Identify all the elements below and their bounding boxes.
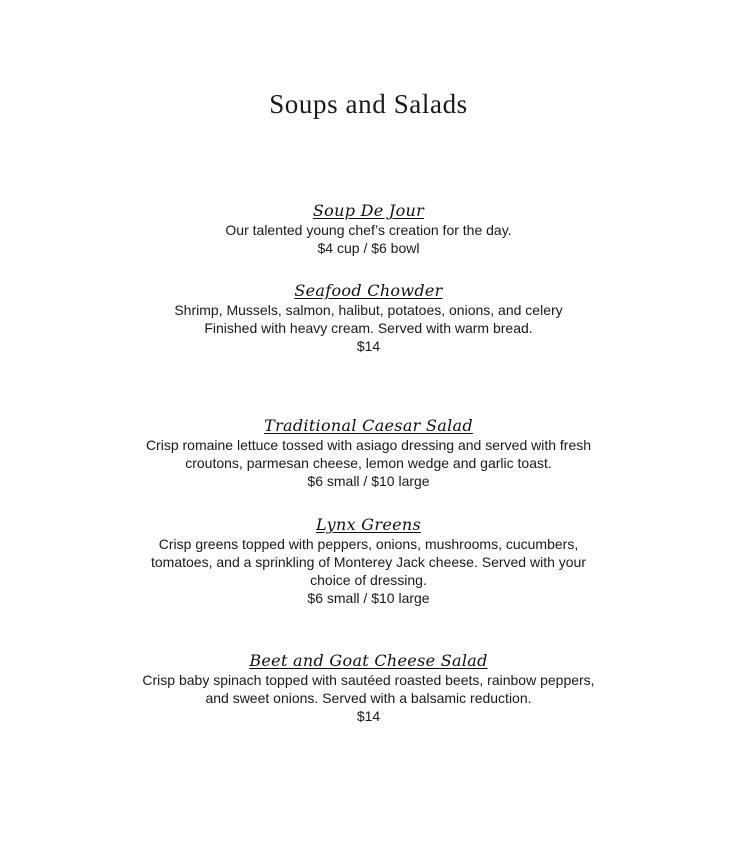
- item-name: Beet and Goat Cheese Salad: [249, 651, 488, 670]
- item-description: Crisp baby spinach topped with sautéed roasted beets, rainbow peppers,: [142, 672, 595, 688]
- item-description: Crisp romaine lettuce tossed with asiago dressing and served with fresh: [145, 437, 592, 453]
- menu-item-soup-de-jour: [0, 201, 737, 257]
- item-description: Crisp greens topped with peppers, onions, mushrooms, cucumbers,: [158, 536, 579, 552]
- item-price: $14: [356, 338, 381, 354]
- page-title: Soups and Salads: [269, 89, 468, 119]
- item-price: $6 small / $10 large: [307, 590, 430, 606]
- item-description: Our talented young chef’s creation for the day.: [225, 222, 512, 238]
- menu-item-caesar-salad: [0, 416, 737, 490]
- item-price: $6 small / $10 large: [307, 473, 430, 489]
- item-name: Lynx Greens: [316, 515, 421, 534]
- item-description: choice of dressing.: [310, 572, 427, 588]
- item-description: Shrimp, Mussels, salmon, halibut, potatoes, onions, and celery: [174, 302, 563, 318]
- item-description: Finished with heavy cream. Served with warm bread.: [204, 320, 533, 336]
- menu-item-seafood-chowder: [0, 281, 737, 355]
- item-price: $4 cup / $6 bowl: [317, 240, 420, 256]
- menu-item-beet-goat-cheese-salad: [0, 651, 737, 725]
- item-name: Seafood Chowder: [294, 281, 443, 300]
- item-description: croutons, parmesan cheese, lemon wedge and garlic toast.: [185, 455, 552, 471]
- item-price: $14: [356, 708, 381, 724]
- menu-item-lynx-greens: [0, 515, 737, 607]
- item-name: Traditional Caesar Salad: [264, 416, 473, 435]
- item-description: and sweet onions. Served with a balsamic reduction.: [205, 690, 532, 706]
- item-name: Soup De Jour: [312, 201, 425, 220]
- item-description: tomatoes, and a sprinkling of Monterey Jack cheese. Served with your: [151, 554, 586, 570]
